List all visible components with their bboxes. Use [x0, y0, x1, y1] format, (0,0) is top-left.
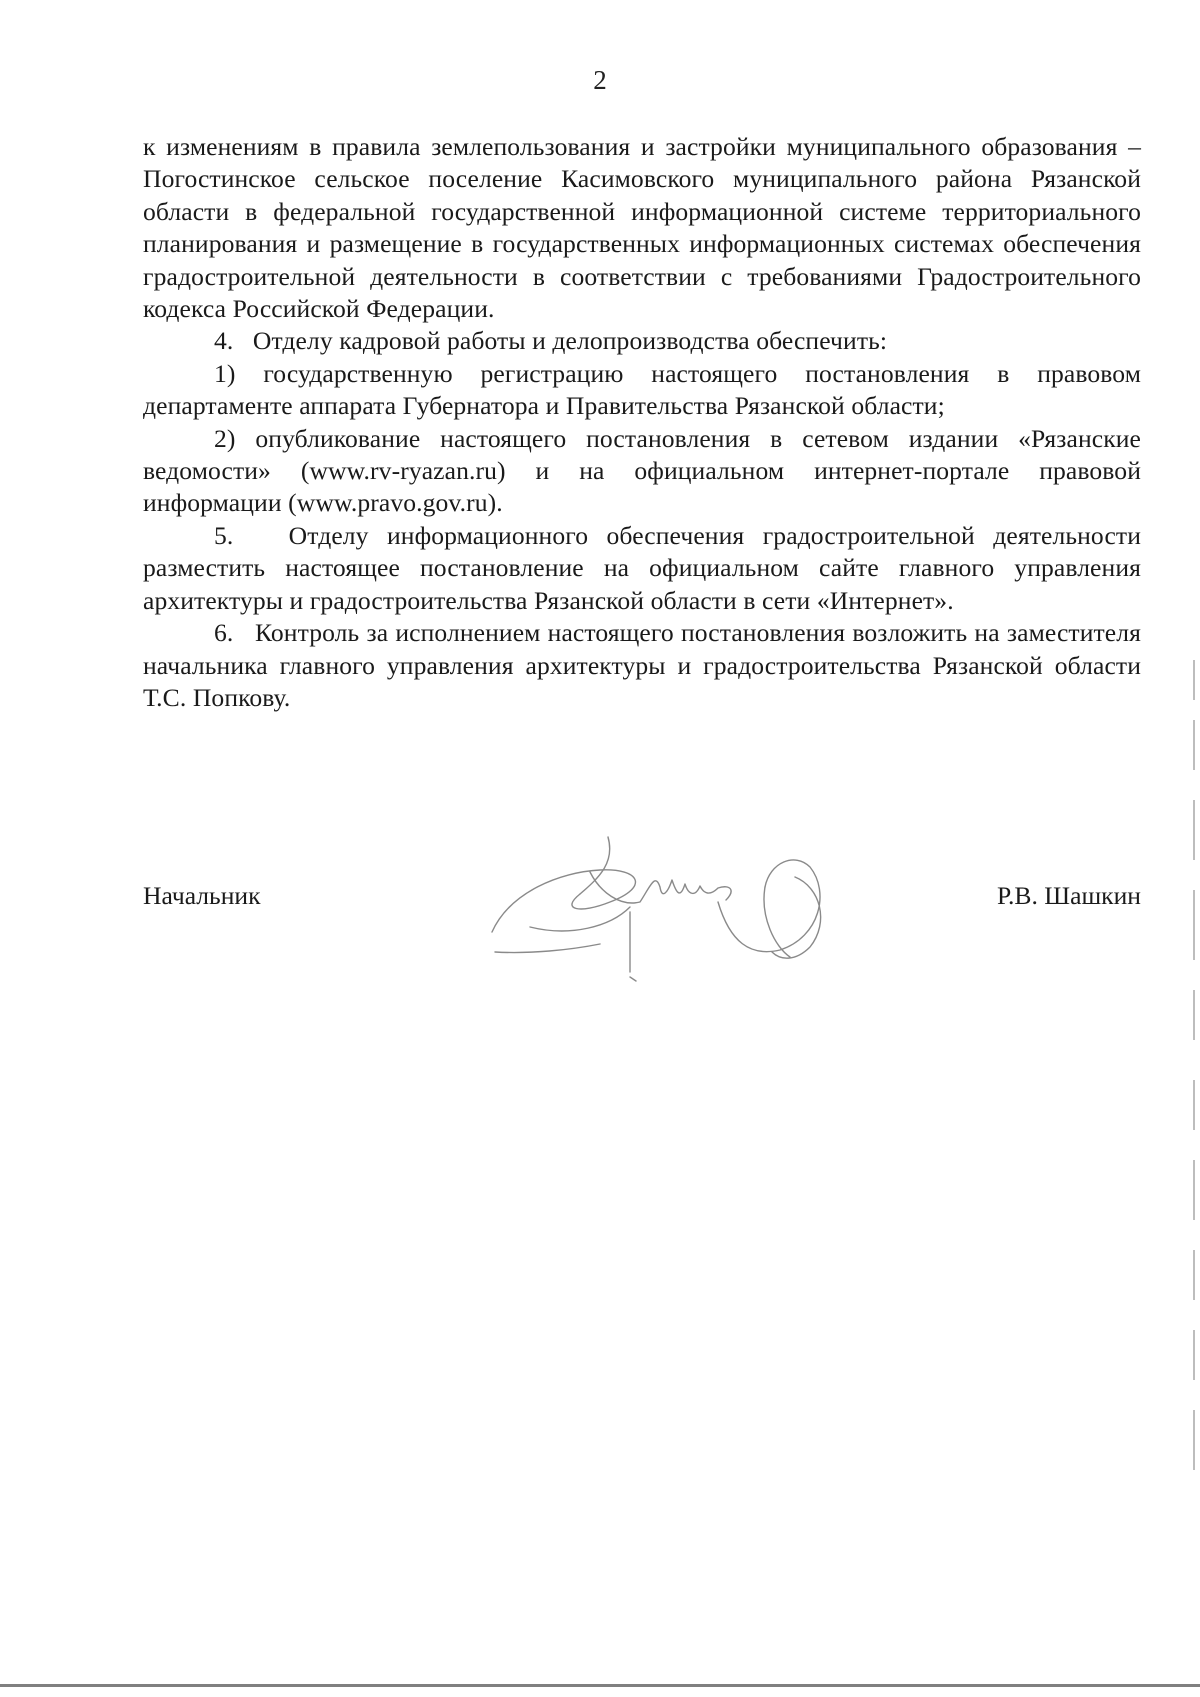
paragraph-item-6: 6. Контроль за исполнением настоящего постановления возложить на заместителя начальника главного управления архитектуры и градостроительства Рязанской области Т.С. Попкову. [143, 618, 1141, 712]
paragraph-continuation: к изменениям в правила землепользования и застройки муниципального образования – Погостинское сельское поселение Касимовского муниципального района Рязанской области в федеральной государственной информационной системе территориального планирования и размещение в государственных информационных системах обеспечения градостроительной деятельности в соответствии с требованиями Градостроительного кодекса Российской Федерации. [143, 132, 1141, 324]
signatory-position: Начальник [143, 881, 261, 910]
document-body [143, 131, 1141, 714]
signature-block [143, 880, 1141, 920]
signatory-name: Р.В. Шашкин [996, 881, 1141, 910]
paragraph-subitem-1: 1) государственную регистрацию настоящего постановления в правовом департаменте аппарата Губернатора и Правительства Рязанской области; [143, 358, 1141, 421]
scan-bottom-edge [0, 1684, 1200, 1687]
scan-edge-marks [1192, 660, 1196, 1480]
paragraph-subitem-2: 2) опубликование настоящего постановления в сетевом издании «Рязанские ведомости» (www.rv-ryazan.ru) и на официальном интернет-портале правовой информации (www.pravo.gov.ru). [143, 423, 1141, 518]
paragraph-item-4: 4. Отделу кадровой работы и делопроизводства обеспечить: [214, 326, 888, 356]
paragraph-item-5: 5. Отделу информационного обеспечения градостроительной деятельности разместить настоящее постановление на официальном сайте главного управления архитектуры и градостроительства Рязанской области в сети «Интернет». [143, 520, 1141, 615]
page-number: 2 [593, 65, 607, 95]
